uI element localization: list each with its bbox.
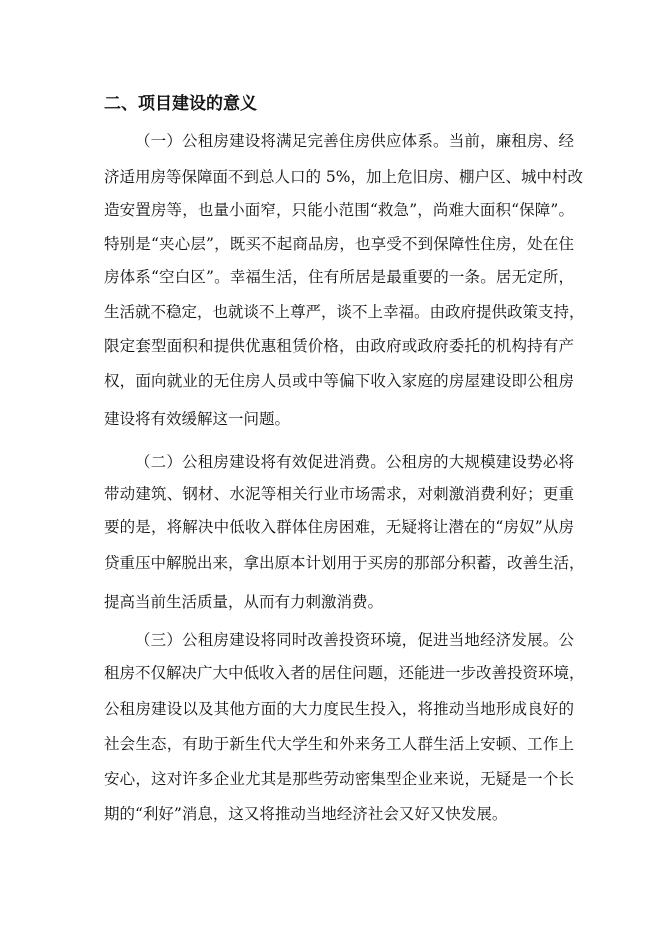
paragraph-3-line-1: （三）公租房建设将同时改善投资环境，促进当地经济发展。公 [135, 631, 574, 649]
paragraph-3-line-2: 租房不仅解决广大中低收入者的居住问题，还能进一步改善投资环境， [104, 664, 585, 682]
paragraph-1-line-3: 造安置房等，也量小面窄，只能小范围“救急”，尚难大面积“保障”。 [104, 201, 574, 219]
paragraph-3-line-6: 期的“利好”消息，这又将推动当地经济社会又好又快发展。 [104, 805, 508, 823]
paragraph-1-line-9: 建设将有效缓解这一问题。 [104, 410, 291, 428]
paragraph-1-line-5: 房体系“空白区”。幸福生活，住有所居是最重要的一条。居无定所， [104, 268, 574, 286]
paragraph-2-line-2: 带动建筑、钢材、水泥等相关行业市场需求，对刺激消费利好；更重 [104, 485, 574, 503]
paragraph-2-line-4: 贷重压中解脱出来，拿出原本计划用于买房的那部分积蓄，改善生活， [104, 554, 585, 572]
paragraph-1-line-6: 生活就不稳定，也就谈不上尊严，谈不上幸福。由政府提供政策支持， [104, 303, 585, 321]
paragraph-3-line-4: 社会生态，有助于新生代大学生和外来务工人群生活上安顿、工作上 [104, 735, 574, 753]
paragraph-1-line-1: （一）公租房建设将满足完善住房供应体系。当前，廉租房、经 [135, 132, 574, 150]
paragraph-3-line-3: 公租房建设以及其他方面的大力度民生投入，将推动当地形成良好的 [104, 700, 574, 718]
paragraph-2-line-1: （二）公租房建设将有效促进消费。公租房的大规模建设势必将 [135, 453, 574, 471]
paragraph-2-line-3: 要的是，将解决中低收入群体住房困难，无疑将让潜在的“房奴”从房 [104, 518, 574, 536]
paragraph-2-line-5: 提高当前生活质量，从而有力刺激消费。 [104, 593, 384, 611]
paragraph-1-line-7: 限定套型面积和提供优惠租赁价格，由政府或政府委托的机构持有产 [104, 337, 574, 355]
paragraph-1-line-8: 权，面向就业的无住房人员或中等偏下收入家庭的房屋建设即公租房 [104, 372, 574, 390]
paragraph-3-line-5: 安心，这对许多企业尤其是那些劳动密集型企业来说，无疑是一个长 [104, 770, 574, 788]
paragraph-1-line-2: 济适用房等保障面不到总人口的 5%，加上危旧房、棚户区、城中村改 [104, 168, 584, 186]
paragraph-1-line-4: 特别是“夹心层”，既买不起商品房，也享受不到保障性住房，处在住 [104, 235, 574, 253]
section-heading: 二、项目建设的意义 [104, 94, 257, 114]
